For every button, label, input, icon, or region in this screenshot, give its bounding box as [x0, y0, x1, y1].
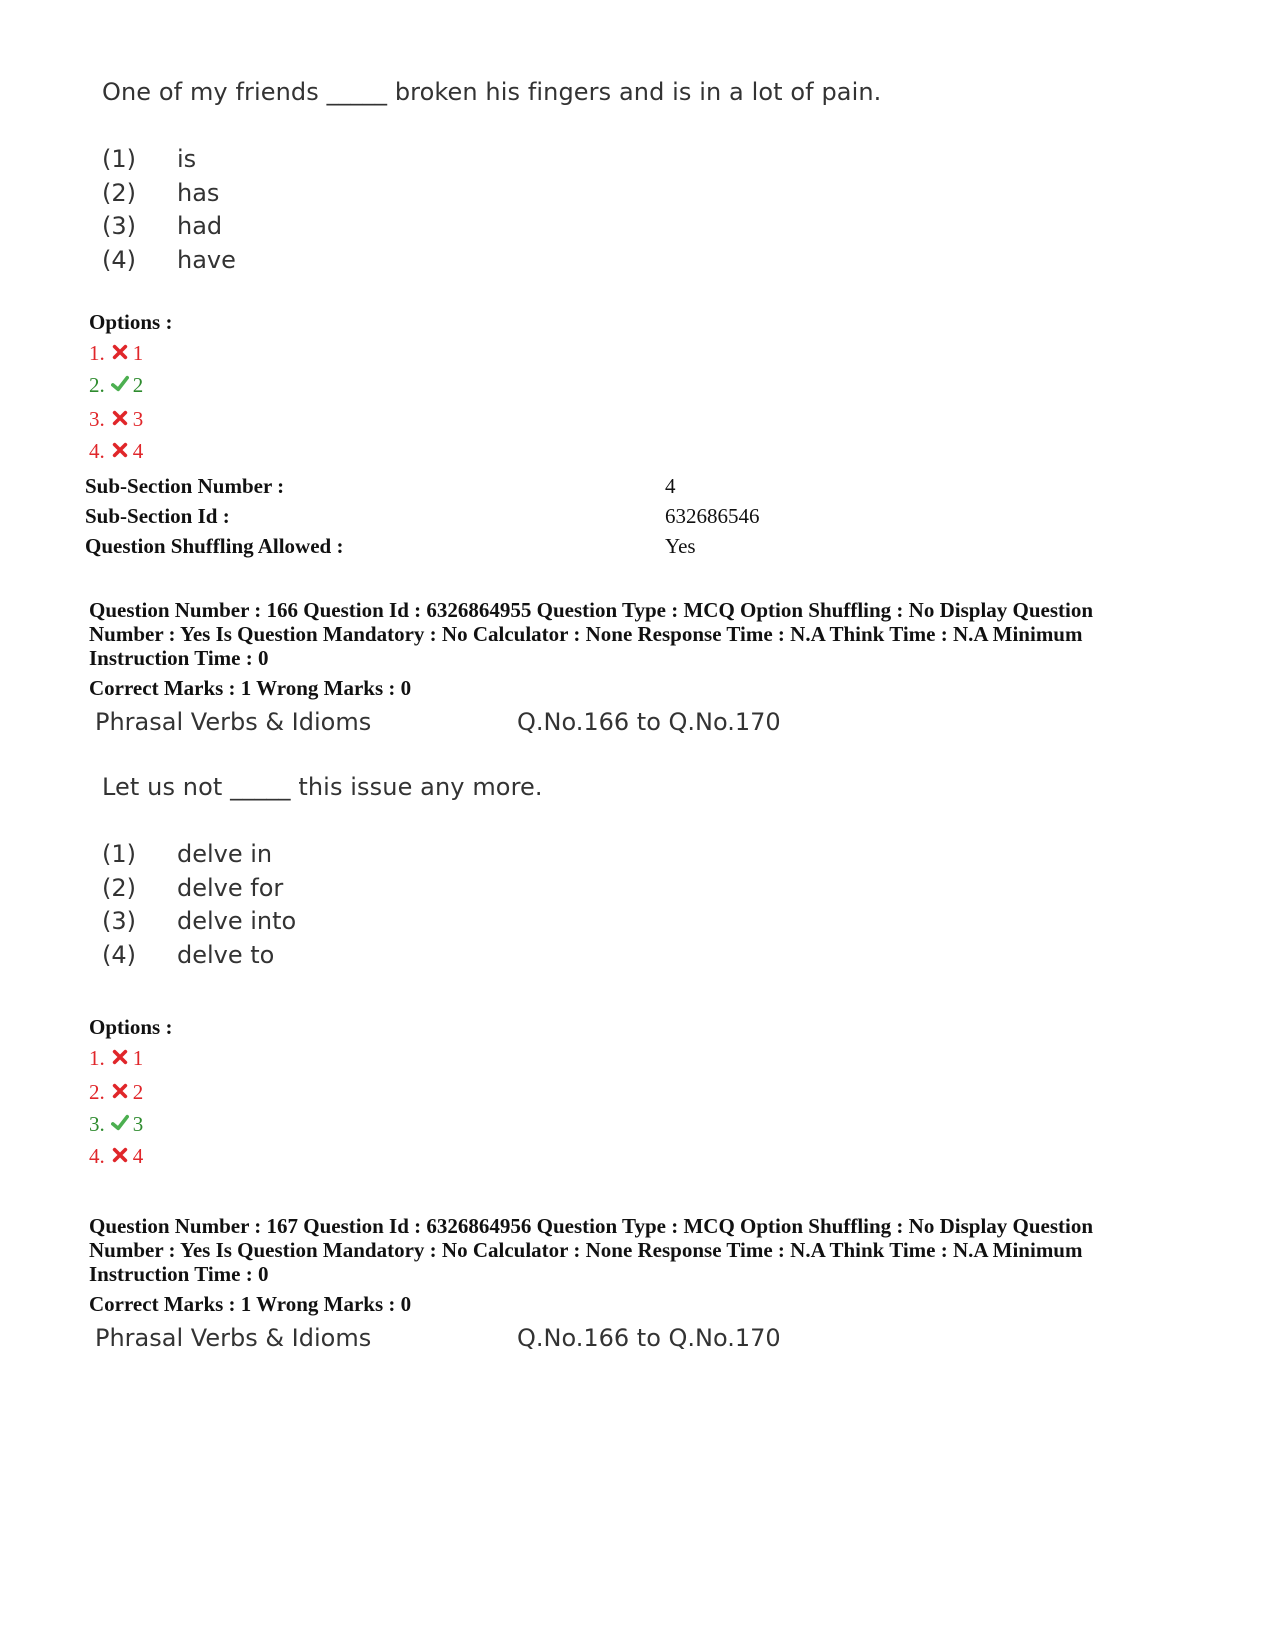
cross-icon	[111, 1146, 129, 1164]
question-166-range: Q.No.166 to Q.No.170	[517, 708, 781, 736]
choice-number: (3)	[102, 212, 136, 240]
option-index: 2.	[89, 373, 105, 397]
cross-icon	[111, 409, 129, 427]
choice-text: delve for	[177, 874, 284, 902]
question-166-sentence: Let us not _____ this issue any more.	[102, 773, 543, 801]
choice-text: delve to	[177, 941, 275, 969]
question-167-marks: Correct Marks : 1 Wrong Marks : 0	[89, 1292, 412, 1316]
option-row	[89, 407, 143, 432]
choice-text: is	[177, 145, 197, 173]
choice-text: had	[177, 212, 223, 240]
option-index: 3.	[89, 407, 105, 431]
option-value: 2	[132, 373, 144, 397]
choice-number: (1)	[102, 840, 136, 868]
choice-number: (2)	[102, 874, 136, 902]
question-166-topic: Phrasal Verbs & Idioms	[95, 708, 372, 736]
choice-text: delve into	[177, 907, 297, 935]
option-value: 3	[132, 407, 144, 431]
option-row	[89, 373, 143, 398]
choice-number: (3)	[102, 907, 136, 935]
option-value: 3	[132, 1112, 144, 1136]
option-value: 1	[132, 341, 144, 365]
question-167-topic: Phrasal Verbs & Idioms	[95, 1324, 372, 1352]
option-row	[89, 1112, 143, 1137]
choice-number: (2)	[102, 179, 136, 207]
choice-number: (1)	[102, 145, 136, 173]
choice-text: delve in	[177, 840, 273, 868]
option-value: 4	[132, 1144, 144, 1168]
cross-icon	[111, 441, 129, 459]
question-shuffling-label: Question Shuffling Allowed :	[85, 534, 344, 558]
question-167-range: Q.No.166 to Q.No.170	[517, 1324, 781, 1352]
option-value: 2	[132, 1080, 144, 1104]
question-166-meta: Question Number : 166 Question Id : 6326864955 Question Type : MCQ Option Shuffling : No Display Question Number : Yes Is Question Mandatory : No Calculator : None Response Time : N.A Think Time : N.A Minimum Instruction Time : 0	[89, 598, 1094, 670]
choice-text: has	[177, 179, 220, 207]
subsection-number-label: Sub-Section Number :	[85, 474, 285, 498]
choice-number: (4)	[102, 246, 136, 274]
subsection-id-value: 632686546	[665, 504, 760, 528]
option-index: 1.	[89, 1046, 105, 1070]
choice-text: have	[177, 246, 236, 274]
subsection-id-label: Sub-Section Id :	[85, 504, 230, 528]
option-row	[89, 1080, 143, 1105]
option-index: 1.	[89, 341, 105, 365]
question-shuffling-value: Yes	[665, 534, 696, 558]
option-index: 3.	[89, 1112, 105, 1136]
cross-icon	[111, 343, 129, 361]
option-value: 1	[132, 1046, 144, 1070]
check-icon	[111, 1114, 129, 1132]
check-icon	[111, 375, 129, 393]
question-166-marks: Correct Marks : 1 Wrong Marks : 0	[89, 676, 412, 700]
option-index: 4.	[89, 1144, 105, 1168]
option-row	[89, 341, 143, 366]
option-index: 2.	[89, 1080, 105, 1104]
subsection-number-value: 4	[665, 474, 676, 498]
cross-icon	[111, 1082, 129, 1100]
option-index: 4.	[89, 439, 105, 463]
options-heading: Options :	[89, 1015, 173, 1039]
option-row	[89, 1046, 143, 1071]
question-167-meta: Question Number : 167 Question Id : 6326864956 Question Type : MCQ Option Shuffling : No Display Question Number : Yes Is Question Mandatory : No Calculator : None Response Time : N.A Think Time : N.A Minimum Instruction Time : 0	[89, 1214, 1094, 1286]
option-row	[89, 1144, 143, 1169]
choice-number: (4)	[102, 941, 136, 969]
question-165-sentence: One of my friends _____ broken his fingers and is in a lot of pain.	[102, 78, 882, 106]
option-value: 4	[132, 439, 144, 463]
option-row	[89, 439, 143, 464]
options-heading: Options :	[89, 310, 173, 334]
cross-icon	[111, 1048, 129, 1066]
